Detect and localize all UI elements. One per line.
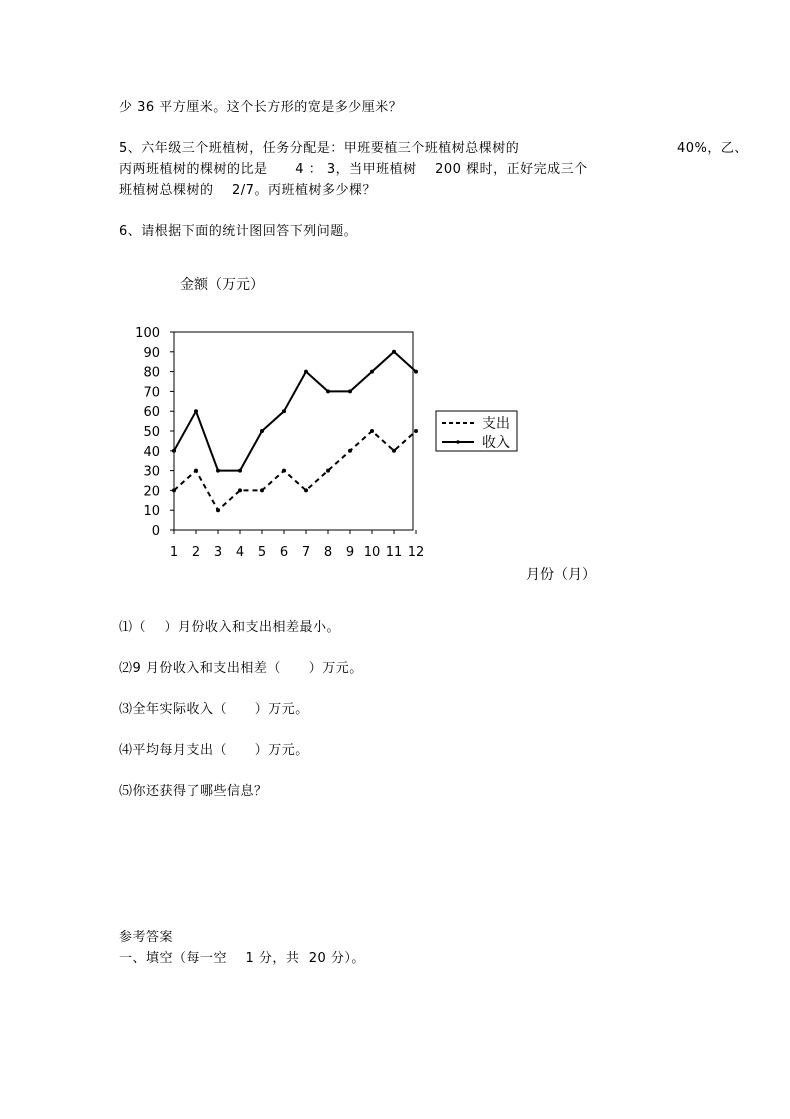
y-tick-label: 90 xyxy=(143,345,160,361)
question-5-line-3: 班植树总棵树的 2/7。丙班植树多少棵？ xyxy=(119,183,376,198)
answer-title: 参考答案 xyxy=(119,930,174,945)
x-tick-label: 5 xyxy=(257,545,267,560)
question-4-tail: 少 36 平方厘米。这个长方形的宽是多少厘米？ xyxy=(119,100,403,115)
y-tick-label: 20 xyxy=(143,484,160,500)
x-tick-label: 12 xyxy=(407,545,425,560)
data-point-expense xyxy=(370,429,374,433)
data-point-expense xyxy=(260,488,264,492)
data-point-income xyxy=(326,389,330,393)
x-tick-label: 7 xyxy=(301,545,311,560)
sub-question-5: ⑸你还获得了哪些信息？ xyxy=(119,784,268,799)
sub-question-1: ⑴（ ）月份收入和支出相差最小。 xyxy=(119,620,341,635)
x-tick-label: 9 xyxy=(345,545,355,560)
legend-marker-icon xyxy=(456,440,460,444)
y-tick-label: 0 xyxy=(151,524,160,539)
data-point-income xyxy=(304,370,308,374)
data-point-income xyxy=(414,370,418,374)
question-5-line-2: 丙两班植树的棵树的比是 4 ： 3，当甲班植树 200 棵时，正好完成三个 xyxy=(119,162,588,177)
y-tick-label: 40 xyxy=(143,444,160,460)
x-tick-label: 10 xyxy=(363,545,381,560)
series-line-income xyxy=(174,352,416,471)
answer-section-1: 一、填空（每一空 1 分，共 20 分）。 xyxy=(119,951,365,966)
y-tick-label: 10 xyxy=(143,504,160,520)
data-point-expense xyxy=(326,469,330,473)
data-point-expense xyxy=(348,449,352,453)
legend-item-income: 收入 xyxy=(482,435,510,451)
x-tick-label: 4 xyxy=(235,545,245,560)
sub-question-4: ⑷平均每月支出（ ）万元。 xyxy=(119,743,309,758)
data-point-expense xyxy=(414,429,418,433)
question-5-line-1: 5、六年级三个班植树，任务分配是：甲班要植三个班植树总棵树的 xyxy=(119,141,520,156)
y-tick-label: 50 xyxy=(143,425,160,440)
data-point-expense xyxy=(282,469,286,473)
data-point-income xyxy=(392,350,396,354)
y-axis-label: 金额（万元） xyxy=(180,277,264,293)
y-tick-label: 100 xyxy=(135,326,160,341)
sub-question-2: ⑵9 月份收入和支出相差（ ）万元。 xyxy=(119,661,363,676)
y-tick-label: 30 xyxy=(143,464,160,480)
data-point-expense xyxy=(304,488,308,492)
data-point-income xyxy=(282,409,286,413)
data-point-expense xyxy=(238,488,242,492)
data-point-expense xyxy=(392,449,396,453)
x-tick-label: 6 xyxy=(279,545,289,560)
data-point-income xyxy=(216,469,220,473)
series-line-expense xyxy=(174,431,416,510)
data-point-expense xyxy=(194,469,198,473)
data-point-income xyxy=(260,429,264,433)
y-tick-label: 60 xyxy=(143,405,160,421)
y-tick-label: 80 xyxy=(143,365,160,381)
y-axis-ticks xyxy=(135,326,174,539)
data-point-income xyxy=(348,389,352,393)
data-point-income xyxy=(370,370,374,374)
x-tick-label: 3 xyxy=(213,545,223,560)
x-axis-label: 月份（月） xyxy=(526,567,596,583)
sub-question-3: ⑶全年实际收入（ ）万元。 xyxy=(119,702,309,717)
plot-area xyxy=(174,332,413,530)
x-axis-ticks xyxy=(170,530,424,560)
data-point-income xyxy=(172,449,176,453)
legend-item-expense: 支出 xyxy=(482,416,510,432)
series-layer xyxy=(172,350,418,512)
legend xyxy=(436,411,517,451)
data-point-income xyxy=(194,409,198,413)
x-tick-label: 8 xyxy=(323,545,333,560)
y-tick-label: 70 xyxy=(143,385,160,401)
question-6-title: 6、请根据下面的统计图回答下列问题。 xyxy=(119,224,358,239)
data-point-expense xyxy=(172,488,176,492)
question-5-percent: 40%，乙、 xyxy=(677,141,748,156)
x-tick-label: 1 xyxy=(169,545,179,560)
data-point-income xyxy=(238,469,242,473)
x-tick-label: 2 xyxy=(191,545,201,560)
x-tick-label: 11 xyxy=(385,545,403,560)
line-chart xyxy=(130,270,610,590)
data-point-expense xyxy=(216,508,220,512)
